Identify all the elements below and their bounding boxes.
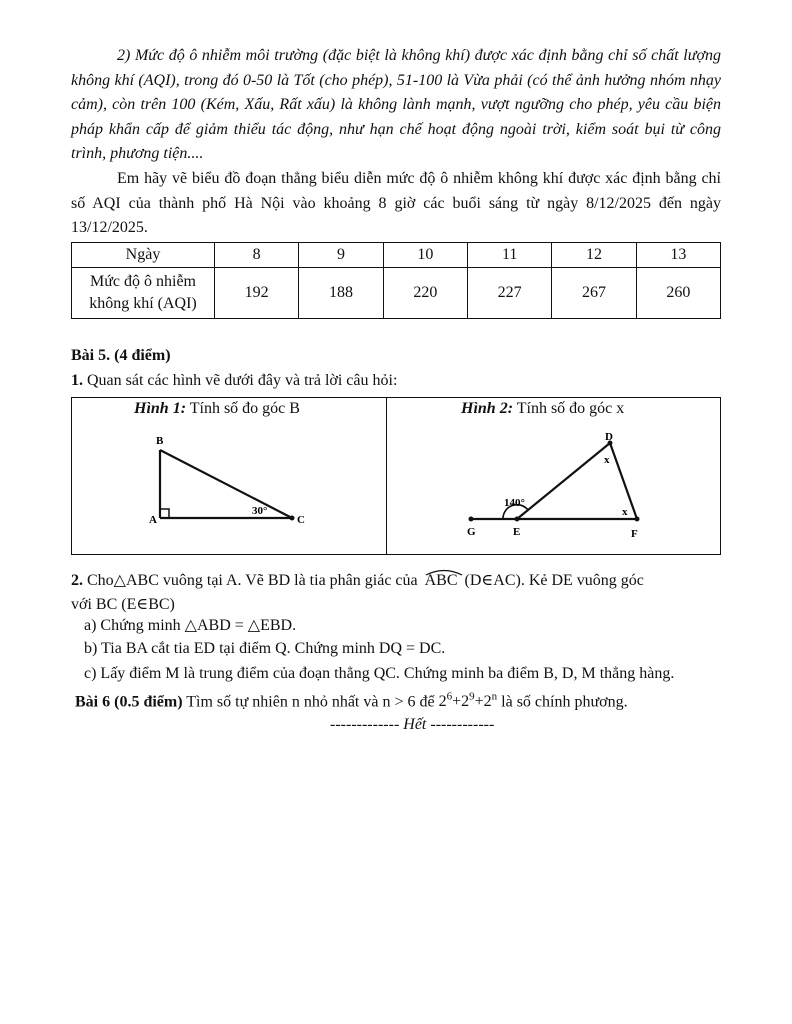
table-day-cell: 12 <box>552 243 636 268</box>
expr-exp-2: 9 <box>469 691 475 703</box>
expr-plus-2: +2 <box>474 693 492 711</box>
table-day-cell: 8 <box>215 243 299 268</box>
right-angle-mark <box>160 509 169 518</box>
label-d: D <box>605 431 613 443</box>
label-f: F <box>631 528 638 540</box>
label-e: E <box>513 526 521 538</box>
expr-exp-3: n <box>491 691 498 703</box>
table-day-cell: 13 <box>636 243 720 268</box>
expr-base-1: 2 <box>438 693 447 711</box>
table-value-cell: 188 <box>299 268 383 319</box>
intro-paragraph-2: Em hãy vẽ biểu đồ đoạn thẳng biểu diễn mức độ ô nhiễm không khí được xác định bằng chỉ số AQI của thành phố Hà Nội vào khoảng 8 giờ các buổi sáng từ ngày 8/12/2025 đến ngày 13/12/2025. <box>71 170 721 236</box>
figure-2-title-bold: Hình 2: <box>461 400 514 417</box>
bai5-question-2 <box>71 570 644 590</box>
angle-x-top-label: x <box>604 454 610 466</box>
figure-box <box>71 397 721 555</box>
table-day-cell: 9 <box>299 243 383 268</box>
table-row <box>72 243 721 268</box>
bai6-text-2: là số chính phương. <box>501 693 628 711</box>
label-g: G <box>467 526 476 538</box>
expr-plus-1: +2 <box>452 693 470 711</box>
angle-hat-icon <box>425 568 463 576</box>
label-a: A <box>149 514 157 526</box>
figure-2-title-text: Tính số đo góc x <box>516 400 625 417</box>
table-row <box>72 268 721 319</box>
table-value-cell: 227 <box>467 268 551 319</box>
table-value-cell: 192 <box>215 268 299 319</box>
angle-x-right-label: x <box>622 506 628 518</box>
q2-text-end: (D∈AC). Kẻ DE vuông góc <box>464 572 644 589</box>
q2-part-b: b) Tia BA cắt tia ED tại điểm Q. Chứng minh DQ = DC. <box>84 640 446 657</box>
row-label-line-2: không khí (AQI) <box>89 295 197 312</box>
bai5-question-1 <box>71 372 397 390</box>
table-value-cell: 220 <box>383 268 467 319</box>
point-f <box>635 517 640 522</box>
aqi-table <box>71 242 721 319</box>
point-c <box>290 516 295 521</box>
q2-line-2: với BC (E∈BC) <box>71 596 175 613</box>
q2-part-c: c) Lấy điểm M là trung điểm của đoạn thẳng QC. Chứng minh ba điểm B, D, M thẳng hàng. <box>84 665 675 682</box>
end-marker: ------------- Hết ------------ <box>330 716 495 733</box>
point-g <box>469 517 474 522</box>
figure-2-diagram <box>387 398 720 554</box>
figure-1-title-text: Tính số đo góc B <box>189 400 300 417</box>
bai6 <box>75 691 628 711</box>
point-e <box>515 517 520 522</box>
label-b: B <box>156 435 164 447</box>
angle-140-label: 140° <box>504 497 525 509</box>
bai6-title: Bài 6 (0.5 điểm) <box>75 693 183 711</box>
table-value-cell: 267 <box>552 268 636 319</box>
intro-paragraph-1: 2) Mức độ ô nhiễm môi trường (đặc biệt là không khí) được xác định bằng chỉ số chất lượng không khí (AQI), trong đó 0-50 là Tốt (cho phép), 51-100 là Vừa phải (có thể ảnh hưởng nhóm nhạy cảm), còn trên 100 (Kém, Xấu, Rất xấu) là không lành mạnh, vượt ngưỡng cho phép, yêu cầu biện pháp khẩn cấp để giảm thiểu tác động, như hạn chế hoạt động ngoài trời, kiểm soát bụi từ công trình, phương tiện.... <box>71 47 721 162</box>
figure-1-title-bold: Hình 1: <box>134 400 187 417</box>
q1-text: Quan sát các hình vẽ dưới đây và trả lời câu hỏi: <box>87 372 398 389</box>
table-row-label <box>72 268 215 319</box>
table-day-cell: 11 <box>467 243 551 268</box>
figure-1-triangle <box>72 398 386 554</box>
q2-part-a: a) Chứng minh △ABD = △EBD. <box>84 617 297 634</box>
expr-exp-1: 6 <box>446 691 453 703</box>
q2-text: Cho△ABC vuông tại A. Vẽ BD là tia phân giác của <box>87 572 418 589</box>
row-label-line-1: Mức độ ô nhiễm <box>90 273 196 290</box>
table-day-cell: 10 <box>383 243 467 268</box>
q2-angle-letters: ABC <box>424 572 458 589</box>
table-header-label: Ngày <box>72 243 215 268</box>
table-value-cell: 260 <box>636 268 720 319</box>
bai6-text-1: Tìm số tự nhiên n nhỏ nhất và n > 6 để <box>186 693 435 711</box>
q1-number: 1. <box>71 372 83 389</box>
label-c: C <box>297 514 305 526</box>
bai6-expression <box>439 693 498 710</box>
bai5-title: Bài 5. (4 điểm) <box>71 347 171 364</box>
angle-c-label: 30° <box>252 505 268 517</box>
q2-angle <box>425 572 458 590</box>
segment-ed <box>517 443 610 519</box>
q2-number: 2. <box>71 572 83 589</box>
side-bc <box>160 450 292 518</box>
